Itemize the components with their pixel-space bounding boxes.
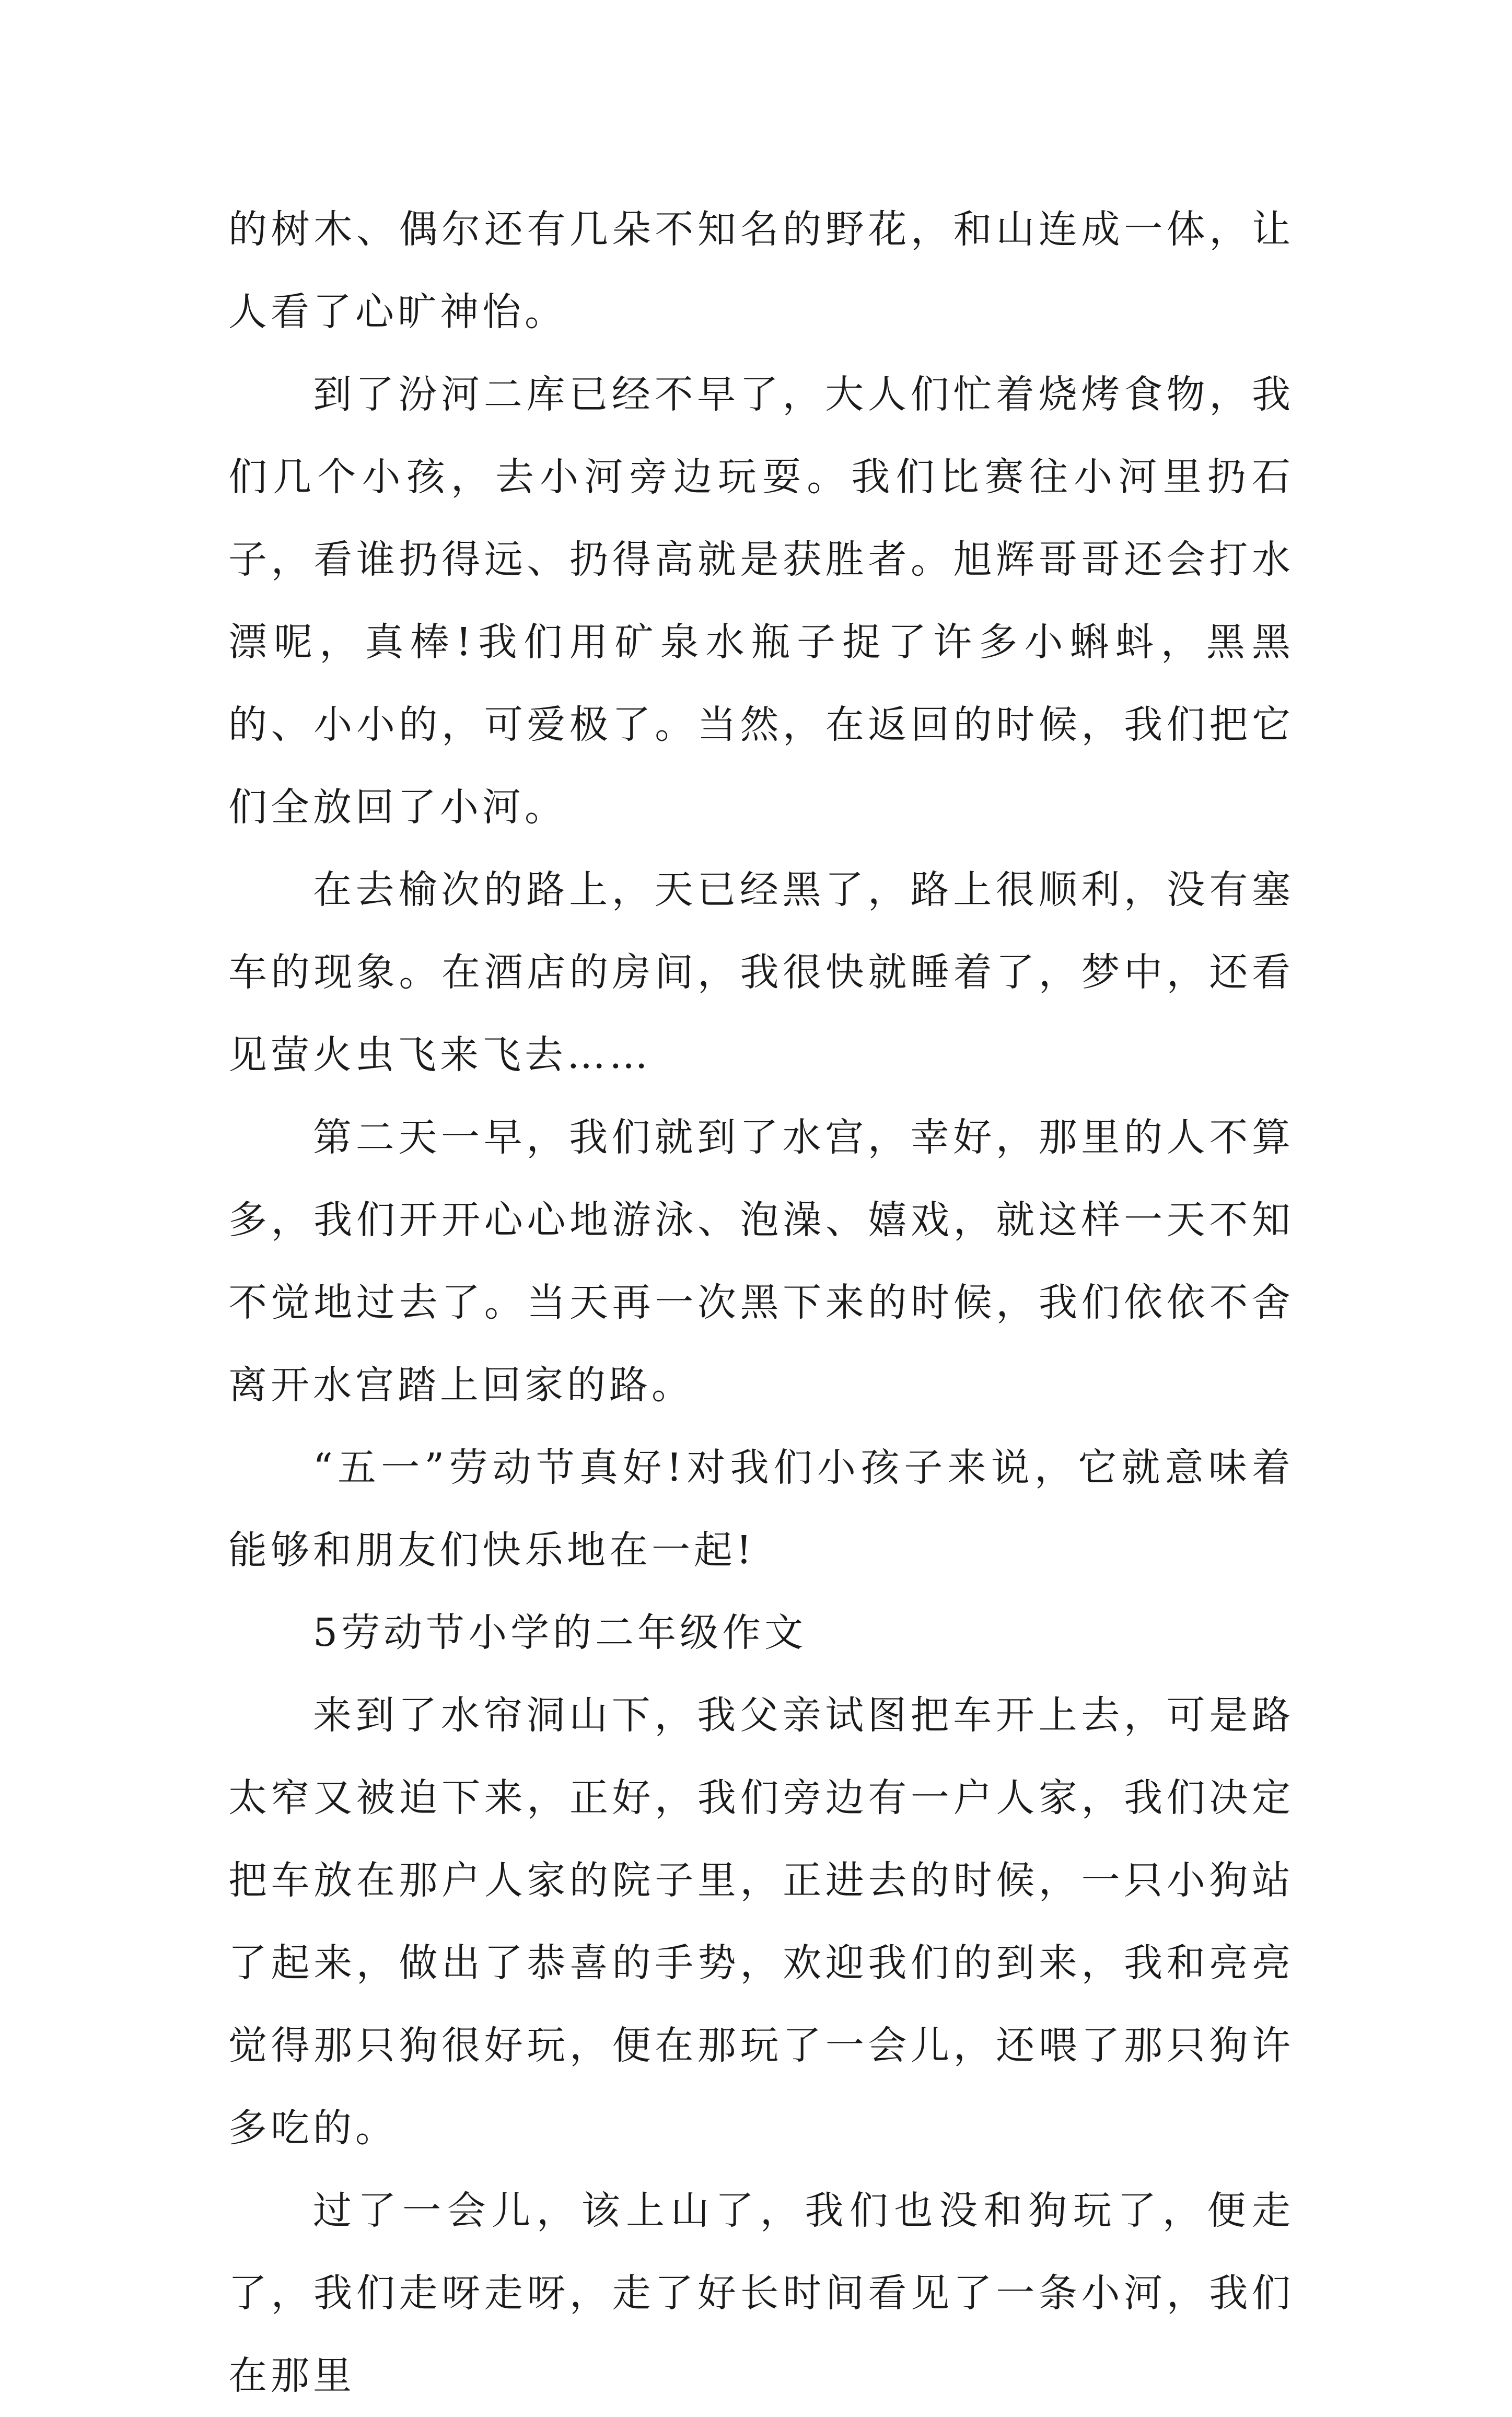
paragraph-6: 来到了水帘洞山下，我父亲试图把车开上去，可是路太窄又被迫下来，正好，我们旁边有一户人家，我们决定把车放在那户人家的院子里，正进去的时候，一只小狗站了起来，做出了恭喜的手势，欢迎我们的到来，我和亮亮觉得那只狗很好玩，便在那玩了一会儿，还喂了那只狗许多吃的。 xyxy=(228,1693,1294,2151)
section-heading: 5劳动节小学的二年级作文 xyxy=(313,1610,807,1655)
paragraph-7: 过了一会儿，该上山了，我们也没和狗玩了，便走了，我们走呀走呀，走了好长时间看见了一条小河，我们在那里 xyxy=(228,2188,1294,2398)
paragraph-5: “五一”劳动节真好!对我们小孩子来说，它就意味着能够和朋友们快乐地在一起! xyxy=(228,1445,1294,1573)
paragraph-4: 第二天一早，我们就到了水宫，幸好，那里的人不算多，我们开开心心地游泳、泡澡、嬉戏，就这样一天不知不觉地过去了。当天再一次黑下来的时候，我们依依不舍离开水宫踏上回家的路。 xyxy=(228,1115,1294,1408)
paragraph-3: 在去榆次的路上，天已经黑了，路上很顺利，没有塞车的现象。在酒店的房间，我很快就睡着了，梦中，还看见萤火虫飞来飞去…… xyxy=(228,867,1294,1077)
paragraph-2: 到了汾河二库已经不早了，大人们忙着烧烤食物，我们几个小孩，去小河旁边玩耍。我们比赛往小河里扔石子，看谁扔得远、扔得高就是获胜者。旭辉哥哥还会打水漂呢，真棒!我们用矿泉水瓶子捉了许多小蝌蚪，黑黑的、小小的，可爱极了。当然，在返回的时候，我们把它们全放回了小河。 xyxy=(228,372,1294,830)
document-body xyxy=(228,188,1294,2417)
paragraph-1: 的树木、偶尔还有几朵不知名的野花，和山连成一体，让人看了心旷神怡。 xyxy=(228,207,1294,334)
